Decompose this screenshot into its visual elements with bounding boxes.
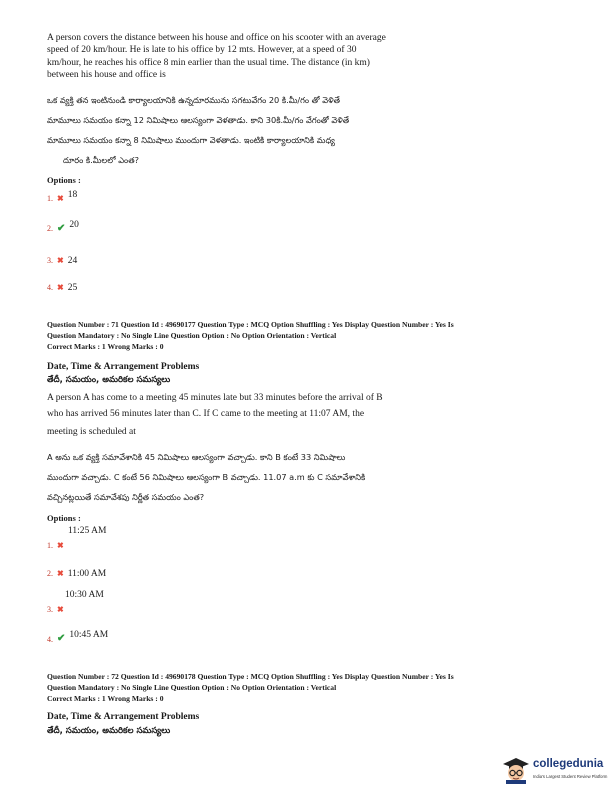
q70-telugu-line: మామూలు సమయం కన్నా 8 నిమిషాలు ముందుగా వెళతాడు. ఇంటికి కార్యాలయానికి మధ్య bbox=[47, 135, 335, 145]
q71-option-1 bbox=[47, 535, 64, 553]
q72-topic-telugu: తేదీ, సమయం, అమరికల సమస్యలు bbox=[47, 726, 171, 736]
cross-icon: ✖ bbox=[57, 569, 64, 578]
q70-telugu-line: ఒక వ్యక్తి తన ఇంటినుండి కార్యాలయానికి ఉన్నదూరమును సగటువేగం 20 కి.మీ/గం తో వెళితే bbox=[47, 95, 340, 105]
q71-english-line: who has arrived 56 minutes later than C. If C came to the meeting at 11:07 AM, the bbox=[47, 409, 365, 419]
option-text: 11:00 AM bbox=[67, 569, 107, 579]
q71-telugu-line: A అను ఒక వ్యక్తి సమావేశానికి 45 నిమిషాలు ఆలస్యంగా వచ్చాడు. కాని B కంటే 33 నిమిషాలు bbox=[47, 452, 346, 462]
q71-telugu-line: వచ్చినట్లయితే సమావేశపు నిర్ణీత సమయం ఎంత? bbox=[47, 492, 205, 502]
brand-logo-text: collegedunia bbox=[533, 758, 604, 770]
q72-meta-line: Question Number : 72 Question Id : 49690178 Question Type : MCQ Option Shuffling : Yes Display Question Number : Yes Is bbox=[47, 672, 454, 681]
cross-icon: ✖ bbox=[57, 541, 64, 550]
check-icon: ✔ bbox=[57, 633, 66, 644]
q70-option-3 bbox=[47, 250, 77, 268]
q70-telugu-line: దూరం కి.మీలలో ఎంత? bbox=[63, 155, 139, 165]
q71-option-4 bbox=[47, 624, 108, 642]
q72-meta-line: Correct Marks : 1 Wrong Marks : 0 bbox=[47, 694, 164, 703]
option-number: 1. bbox=[47, 194, 53, 203]
cross-icon: ✖ bbox=[57, 256, 64, 265]
q70-options-label: Options : bbox=[47, 175, 81, 185]
q70-telugu-line: మామూలు సమయం కన్నా 12 నిమిషాలు ఆలస్యంగా వెళతాడు. కాని 30కి.మీ/గం వేగంతో వెళితే bbox=[47, 115, 350, 125]
q71-meta-line: Question Number : 71 Question Id : 49690177 Question Type : MCQ Option Shuffling : Yes Display Question Number : Yes Is bbox=[47, 320, 454, 329]
q70-option-1 bbox=[47, 188, 77, 206]
q71-topic-telugu: తేదీ, సమయం, అమరికల సమస్యలు bbox=[47, 375, 171, 385]
brand-tagline: India's Largest Student Review Platform bbox=[533, 774, 608, 779]
q70-english-line: A person covers the distance between his house and office on his scooter with an average bbox=[47, 33, 386, 43]
q70-option-2 bbox=[47, 218, 79, 236]
q71-meta-line: Question Mandatory : No Single Line Question Option : No Option Orientation : Vertical bbox=[47, 331, 337, 340]
option-number: 4. bbox=[47, 283, 53, 292]
option-number: 3. bbox=[47, 605, 53, 614]
q72-meta-line: Question Mandatory : No Single Line Question Option : No Option Orientation : Vertical bbox=[47, 683, 337, 692]
option-text: 20 bbox=[69, 220, 79, 230]
q71-option-3 bbox=[47, 599, 64, 617]
cross-icon: ✖ bbox=[57, 194, 64, 203]
cross-icon: ✖ bbox=[57, 283, 64, 292]
option-text: 24 bbox=[67, 256, 78, 266]
q71-options-label: Options : bbox=[47, 513, 81, 523]
q71-option-1-text: 11:25 AM bbox=[68, 526, 107, 536]
q70-english-line: between his house and office is bbox=[47, 70, 166, 80]
q71-telugu-line: ముందుగా వచ్చాడు. C కంటే 56 నిమిషాలు ఆలస్యంగా B వచ్చాడు. 11.07 a.m కు C సమావేశానికి bbox=[47, 472, 366, 482]
q70-english-line: km/hour, he reaches his office 8 min earlier than the usual time. The distance (in km) bbox=[47, 58, 370, 68]
option-text: 25 bbox=[67, 283, 78, 293]
option-text: 10:45 AM bbox=[69, 630, 109, 640]
option-number: 2. bbox=[47, 569, 53, 578]
q70-option-4 bbox=[47, 277, 77, 295]
option-number: 2. bbox=[47, 224, 53, 233]
option-text: 18 bbox=[67, 190, 78, 200]
option-number: 1. bbox=[47, 541, 53, 550]
graduate-face-icon bbox=[502, 756, 530, 784]
cross-icon: ✖ bbox=[57, 605, 64, 614]
option-number: 4. bbox=[47, 635, 53, 644]
q71-option-3-text: 10:30 AM bbox=[65, 590, 104, 600]
option-number: 3. bbox=[47, 256, 53, 265]
q71-meta-line: Correct Marks : 1 Wrong Marks : 0 bbox=[47, 342, 164, 351]
check-icon: ✔ bbox=[57, 223, 66, 234]
q72-topic-english: Date, Time & Arrangement Problems bbox=[47, 712, 200, 722]
q71-option-2 bbox=[47, 563, 106, 581]
q71-topic-english: Date, Time & Arrangement Problems bbox=[47, 362, 200, 372]
q71-english-line: meeting is scheduled at bbox=[47, 427, 136, 437]
q70-english-line: speed of 20 km/hour. He is late to his office by 12 mts. However, at a speed of 30 bbox=[47, 45, 357, 55]
q71-english-line: A person A has come to a meeting 45 minutes late but 33 minutes before the arrival of B bbox=[47, 393, 383, 403]
